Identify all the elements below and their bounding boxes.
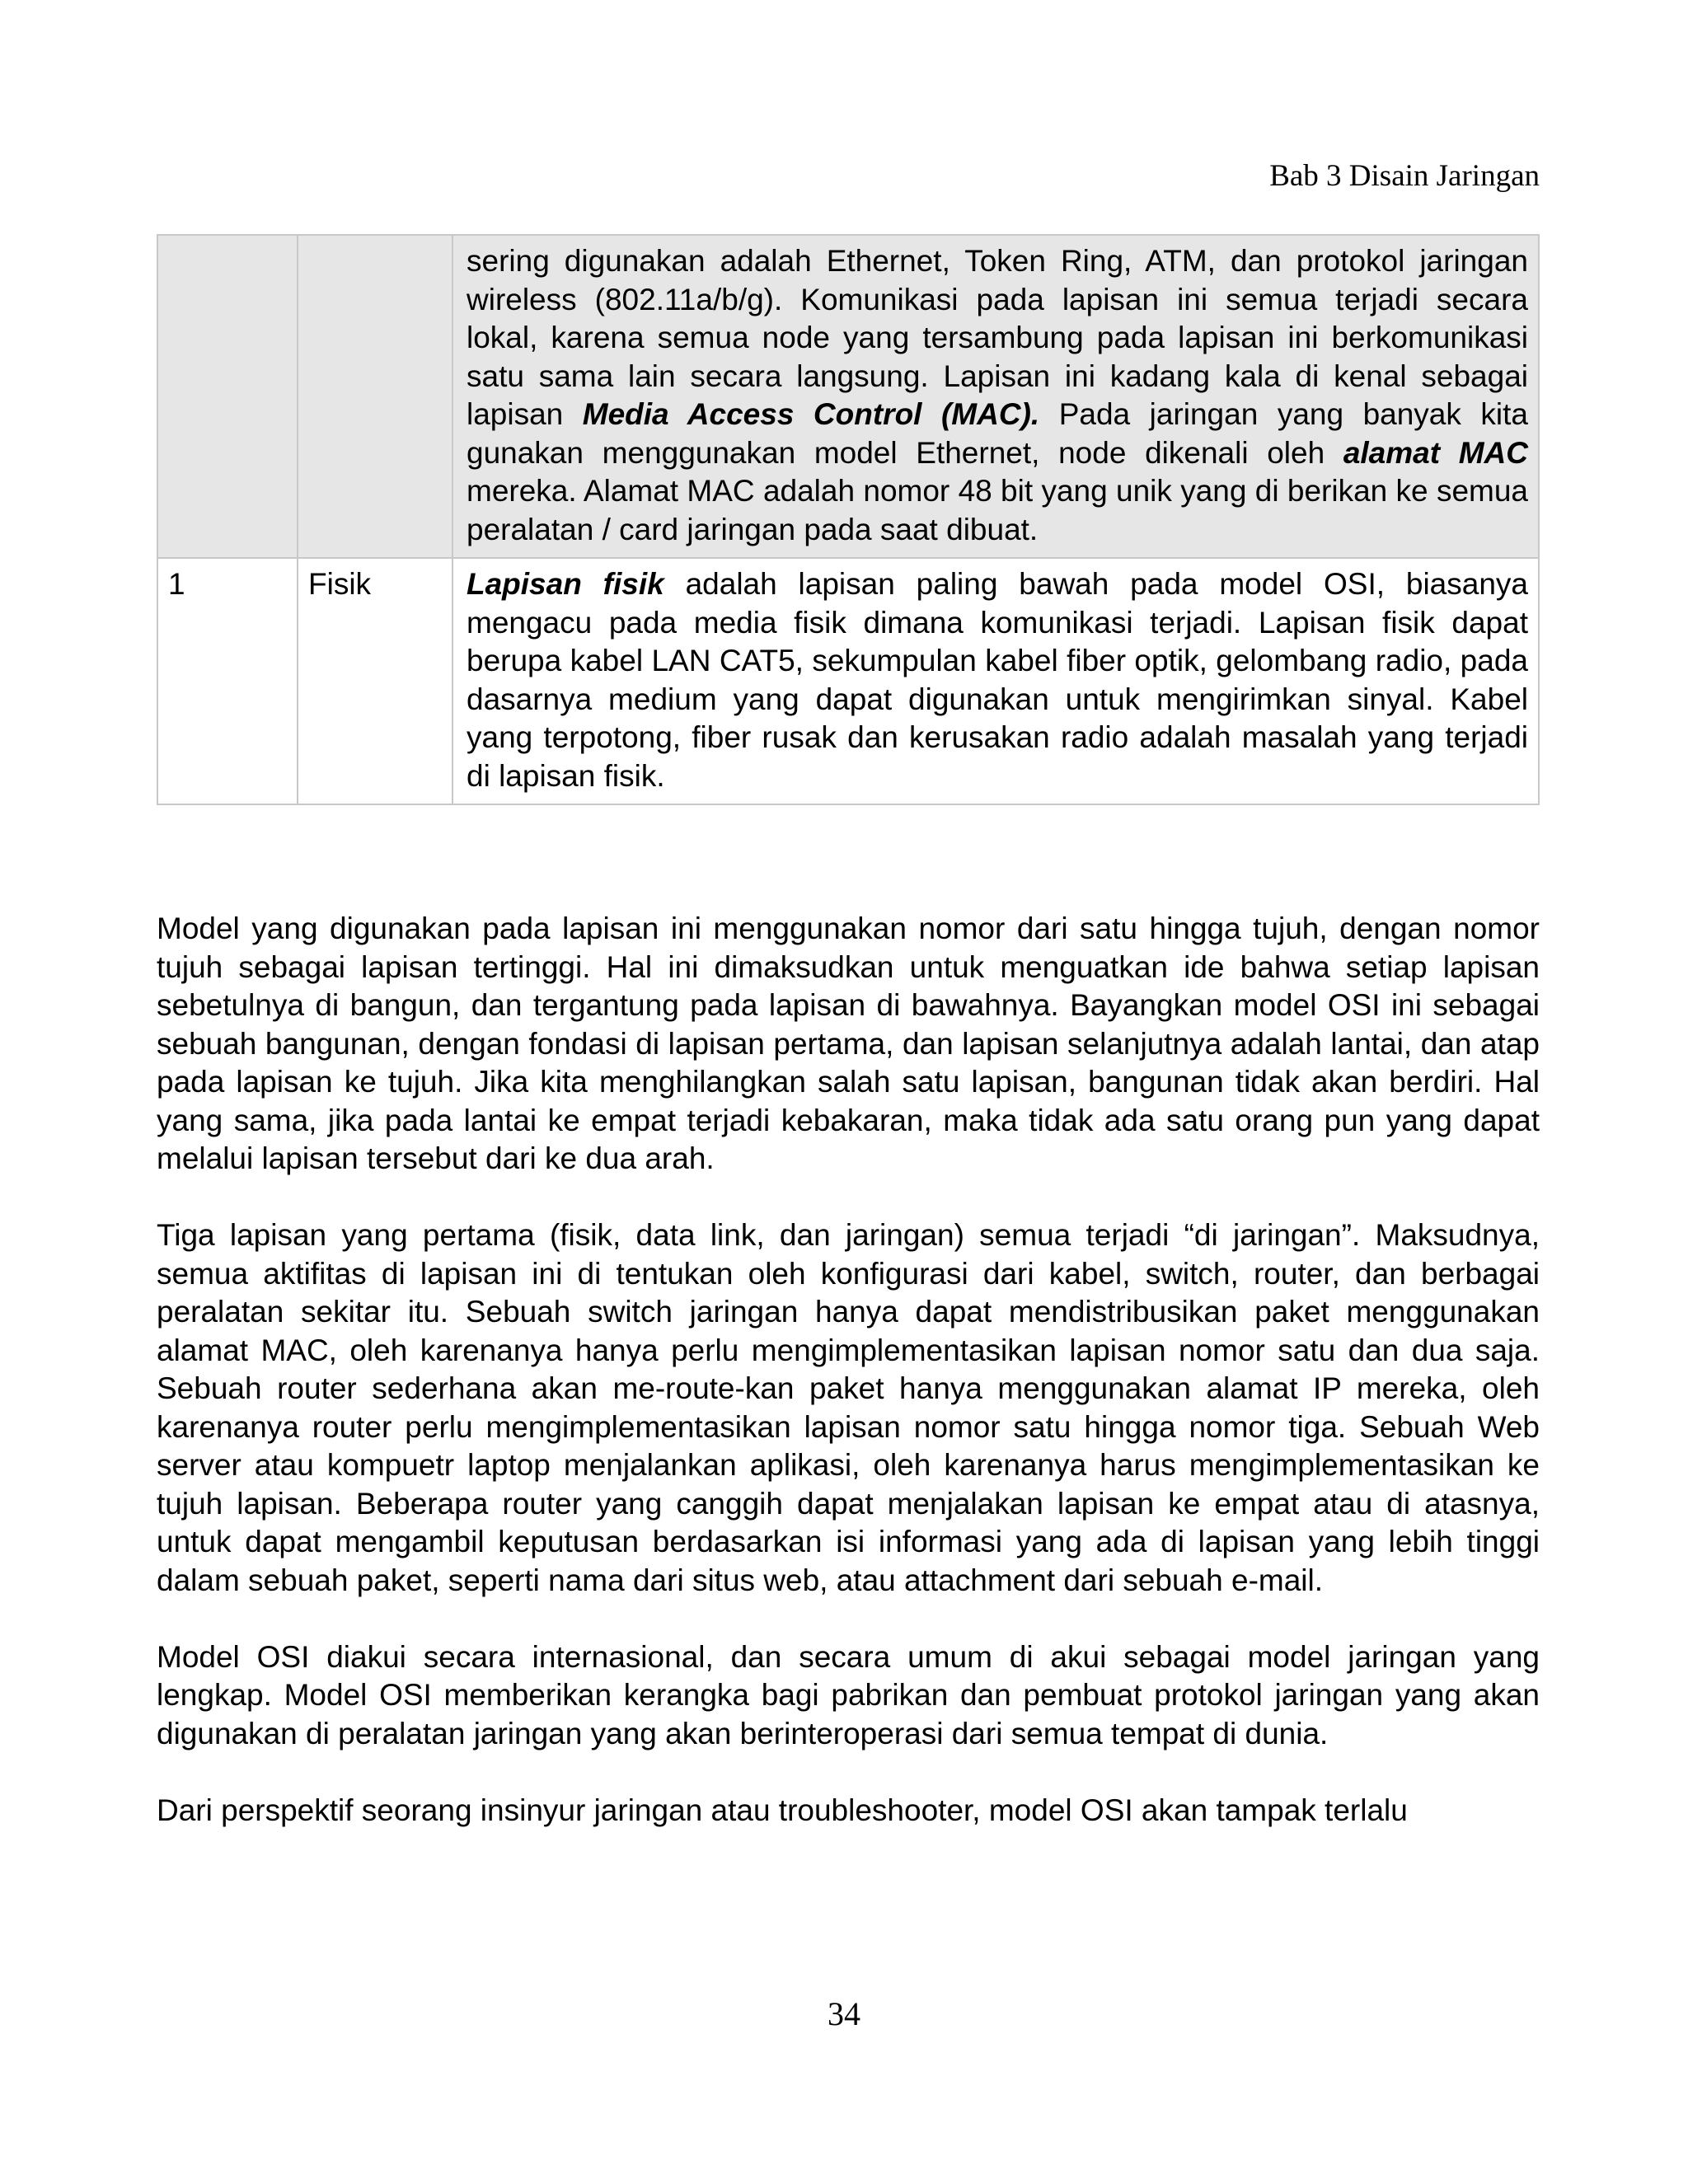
description-emphasis: Lapisan fisik	[467, 567, 664, 601]
table-row	[157, 235, 1539, 558]
page-number: 34	[828, 1995, 860, 2032]
paragraph: Tiga lapisan yang pertama (fisik, data link, dan jaringan) semua terjadi “di jaringan”. Maksudnya, semua aktifitas di lapisan ini di tentukan oleh konfigurasi dari kabel, switch, router, dan berbagai peralatan sekitar itu. Sebuah switch jaringan hanya dapat mendistribusikan paket menggunakan alamat MAC, oleh karenanya hanya perlu mengimplementasikan lapisan nomor satu dan dua saja. Sebuah router sederhana akan me-route-kan paket hanya menggunakan alamat IP mereka, oleh karenanya router perlu mengimplementasikan lapisan nomor satu hingga nomor tiga. Sebuah Web server atau kompuetr laptop menjalankan aplikasi, oleh karenanya harus mengimplementasikan ke tujuh lapisan. Beberapa router yang canggih dapat menjalakan lapisan ke empat atau di atasnya, untuk dapat mengambil keputusan berdasarkan isi informasi yang ada di lapisan yang lebih tinggi dalam sebuah paket, seperti nama dari situs web, atau attachment dari sebuah e-mail.	[157, 1218, 1540, 1597]
osi-layer-table	[157, 234, 1540, 805]
body-text	[157, 910, 1540, 1868]
paragraph: Model yang digunakan pada lapisan ini menggunakan nomor dari satu hingga tujuh, dengan nomor tujuh sebagai lapisan tertinggi. Hal ini dimaksudkan untuk menguatkan ide bahwa setiap lapisan sebetulnya di bangun, dan tergantung pada lapisan di bawahnya. Bayangkan model OSI ini sebagai sebuah bangunan, dengan fondasi di lapisan pertama, dan lapisan selanjutnya adalah lantai, dan atap pada lapisan ke tujuh. Jika kita menghilangkan salah satu lapisan, bangunan tidak akan berdiri. Hal yang sama, jika pada lantai ke empat terjadi kebakaran, maka tidak ada satu orang pun yang dapat melalui lapisan tersebut dari ke dua arah.	[157, 912, 1540, 1175]
description-text: Pada jaringan yang banyak kita gunakan menggunakan model Ethernet, node dikenali oleh	[467, 397, 1528, 470]
layer-description-cell	[452, 235, 1539, 558]
description-emphasis: alamat MAC	[1343, 435, 1528, 470]
description-text: adalah lapisan paling bawah pada model OSI, biasanya mengacu pada media fisik dimana komunikasi terjadi. Lapisan fisik dapat berupa kabel LAN CAT5, sekumpulan kabel fiber optik, gelombang radio, pada dasarnya medium yang dapat digunakan untuk mengirimkan sinyal. Kabel yang terpotong, fiber rusak dan kerusakan radio adalah masalah yang terjadi di lapisan fisik.	[467, 567, 1528, 793]
layer-number-cell: 1	[157, 558, 298, 804]
paragraph: Model OSI diakui secara internasional, dan secara umum di akui sebagai model jaringan yang lengkap. Model OSI memberikan kerangka bagi pabrikan dan pembuat protokol jaringan yang akan digunakan di peralatan jaringan yang akan berinteroperasi dari semua tempat di dunia.	[157, 1639, 1540, 1750]
running-header: Bab 3 Disain Jaringan	[1269, 159, 1540, 193]
description-text: mereka. Alamat MAC adalah nomor 48 bit yang unik yang di berikan ke semua peralatan / card jaringan pada saat dibuat.	[467, 474, 1528, 546]
description-emphasis: Media Access Control (MAC).	[582, 397, 1040, 431]
description-text: sering digunakan adalah Ethernet, Token Ring, ATM, dan protokol jaringan wireless (802.11a/b/g). Komunikasi pada lapisan ini semua terjadi secara lokal, karena semua node yang tersambung pada lapisan ini berkomunikasi satu sama lain secara langsung. Lapisan ini kadang kala di kenal sebagai lapisan	[467, 244, 1528, 431]
layer-name-cell: Fisik	[298, 558, 452, 804]
layer-name-cell	[298, 235, 452, 558]
layer-description-cell	[452, 558, 1539, 804]
layer-number-cell	[157, 235, 298, 558]
table-row	[157, 558, 1539, 804]
paragraph: Dari perspektif seorang insinyur jaringan atau troubleshooter, model OSI akan tampak terlalu	[157, 1793, 1408, 1827]
